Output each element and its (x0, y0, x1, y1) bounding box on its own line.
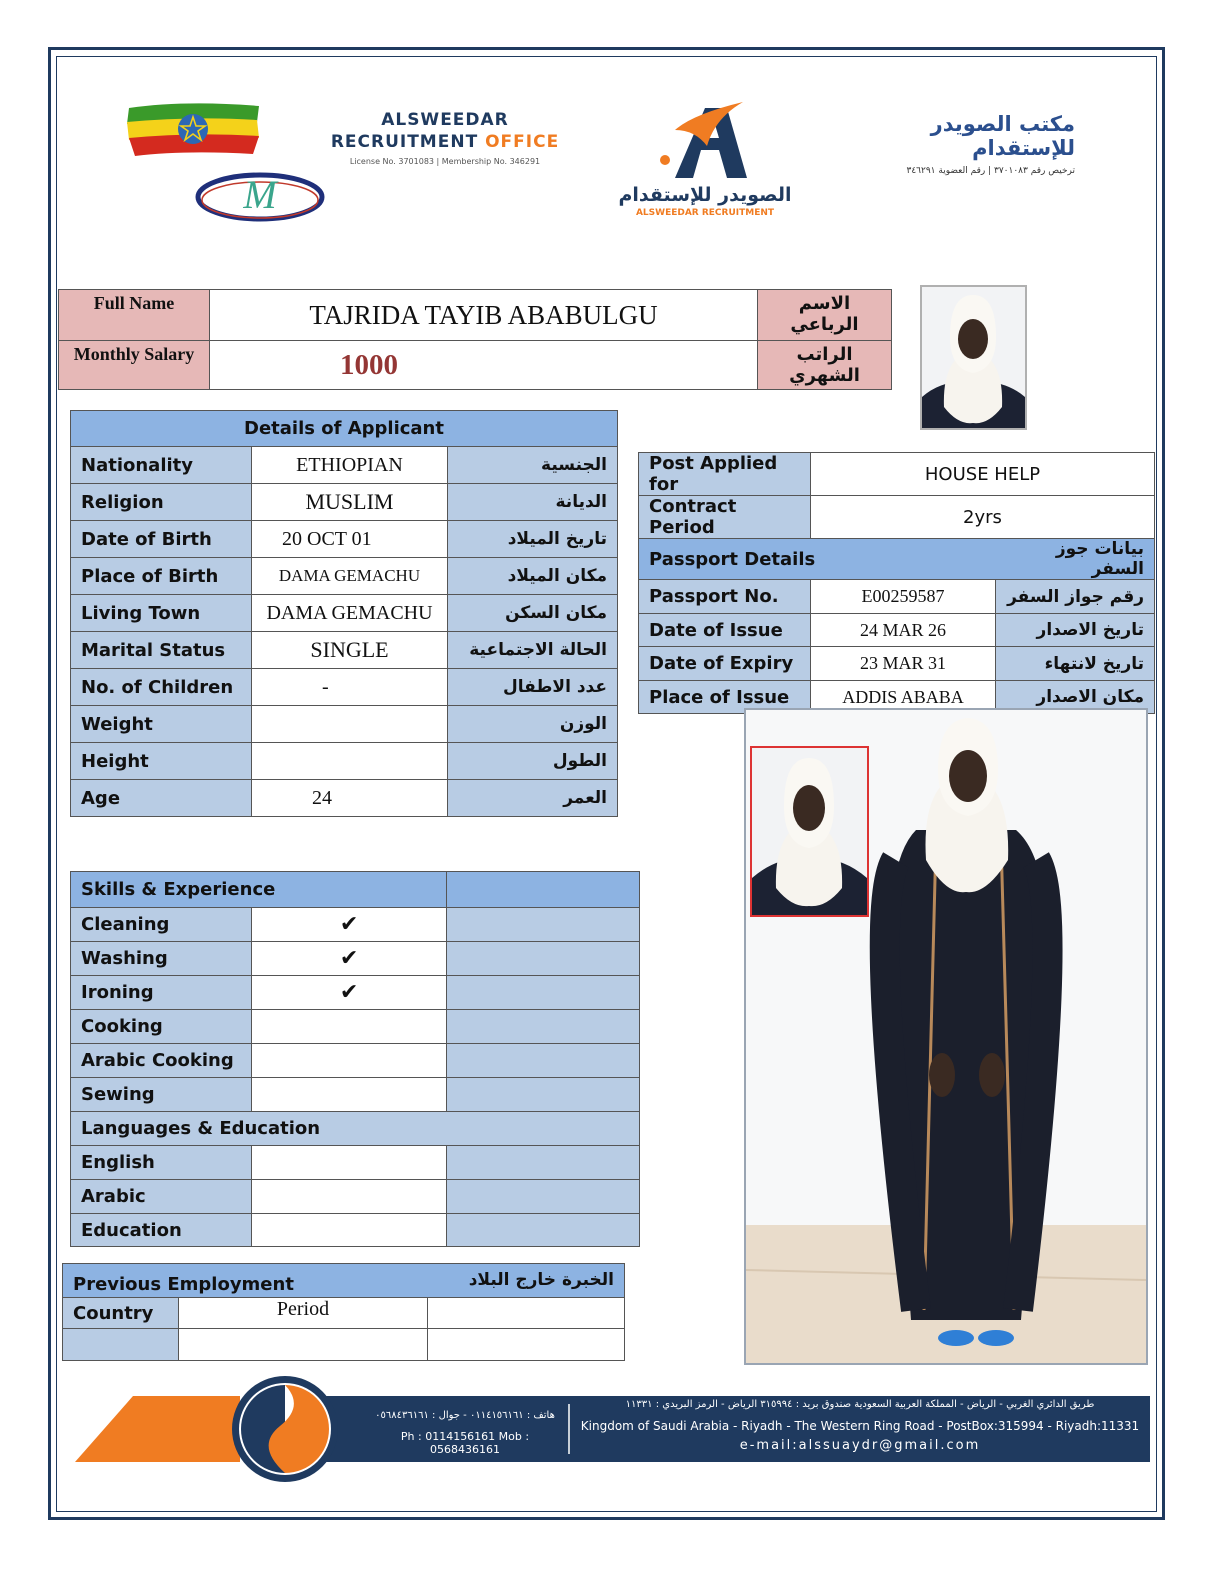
skill-label: Sewing (71, 1078, 252, 1112)
language-value (251, 1214, 447, 1247)
post-label: Post Applied for (639, 453, 811, 496)
language-extra (447, 1214, 640, 1247)
office-membership: Membership No. 346291 (441, 157, 541, 166)
alsweedar-a-logo (615, 100, 795, 220)
full-name-label: Full Name (59, 290, 210, 341)
office-license: License No. 3701083 (349, 157, 434, 166)
name-salary-table (58, 289, 892, 390)
employment-title-arabic: الخبرة خارج البلاد (428, 1264, 625, 1298)
m-logo (195, 170, 325, 224)
monthly-salary-arabic: الراتب الشهري (758, 341, 892, 390)
details-label: Nationality (71, 447, 252, 484)
office-name-office: OFFICE (485, 132, 560, 152)
skill-label: Arabic Cooking (71, 1044, 252, 1078)
details-value: 20 OCT 01 (252, 521, 448, 558)
office-name-line2 (330, 132, 560, 152)
details-arabic: الحالة الاجتماعية (448, 632, 618, 669)
brand-english: ALSWEEDAR RECRUITMENT (635, 208, 775, 218)
skill-check (251, 1010, 447, 1044)
passport-row (639, 647, 1155, 681)
language-label: Arabic (71, 1180, 252, 1214)
details-arabic: الوزن (448, 706, 618, 743)
details-label: No. of Children (71, 669, 252, 706)
passport-value: 23 MAR 31 (811, 647, 996, 681)
contract-value: 2yrs (811, 496, 1155, 539)
details-value (252, 743, 448, 780)
language-value (251, 1146, 447, 1180)
footer-address-arabic: طريق الدائري الغربي - الرياض - المملكة العربية السعودية صندوق بريد : ٣١٥٩٩٤ الرياض - الرمز البريدي : ١١٣٣١ (625, 1399, 1095, 1410)
skills-title: Skills & Experience (71, 872, 447, 908)
details-value: 24 (252, 780, 448, 817)
language-row (71, 1214, 640, 1247)
details-value (252, 706, 448, 743)
passport-value: ADDIS ABABA (811, 681, 996, 714)
passport-value: 24 MAR 26 (811, 614, 996, 647)
details-label: Date of Birth (71, 521, 252, 558)
details-row (71, 669, 618, 706)
details-row (71, 595, 618, 632)
employment-country-cell (63, 1329, 179, 1361)
post-passport-table (638, 452, 1155, 714)
skill-extra (447, 942, 640, 976)
employment-extra (428, 1298, 625, 1329)
employment-period-cell (179, 1329, 428, 1361)
passport-label: Passport No. (639, 580, 811, 614)
full-name-value: TAJRIDA TAYIB ABABULGU (210, 290, 758, 341)
skill-check (251, 1044, 447, 1078)
skill-row (71, 1044, 640, 1078)
details-title: Details of Applicant (71, 411, 618, 447)
details-arabic: مكان السكن (448, 595, 618, 632)
passport-label: Place of Issue (639, 681, 811, 714)
skill-extra (447, 976, 640, 1010)
details-label: Place of Birth (71, 558, 252, 595)
details-row (71, 558, 618, 595)
employment-table (62, 1263, 625, 1361)
details-value: DAMA GEMACHU (252, 595, 448, 632)
skill-extra (447, 1044, 640, 1078)
passport-label: Date of Issue (639, 614, 811, 647)
passport-row (639, 614, 1155, 647)
details-row (71, 706, 618, 743)
details-arabic: الديانة (448, 484, 618, 521)
details-arabic: مكان الميلاد (448, 558, 618, 595)
employment-extra-cell (428, 1329, 625, 1361)
language-row (71, 1146, 640, 1180)
employment-row (63, 1329, 625, 1361)
skill-label: Ironing (71, 976, 252, 1010)
footer-email[interactable]: e-mail:alssuaydr@gmail.com (739, 1438, 981, 1453)
languages-title: Languages & Education (71, 1112, 640, 1146)
employment-title: Previous Employment (63, 1264, 428, 1298)
passport-label: Date of Expiry (639, 647, 811, 681)
office-license-line: License No. 3701083 | Membership No. 346291 (349, 157, 541, 166)
passport-value: E00259587 (811, 580, 996, 614)
passport-arabic: تاريخ لانتهاء (996, 647, 1155, 681)
footer-band (75, 1376, 1150, 1482)
skill-check: ✔ (251, 976, 447, 1010)
details-row (71, 521, 618, 558)
skill-row (71, 908, 640, 942)
details-row (71, 484, 618, 521)
skill-extra (447, 908, 640, 942)
footer-address-english: Kingdom of Saudi Arabia - Riyadh - The Western Ring Road - PostBox:315994 - Riyadh:11331 (580, 1419, 1140, 1433)
office-arabic-license: ترخيص رقم ٣٧٠١٠٨٣ | رقم العضوية ٣٤٦٢٩١ (906, 166, 1075, 176)
details-label: Religion (71, 484, 252, 521)
skill-row (71, 976, 640, 1010)
footer-phone-english: Ph : 0114156161 Mob : 0568436161 (400, 1430, 530, 1456)
details-value: - (252, 669, 448, 706)
skills-title-blank (447, 872, 640, 908)
inset-portrait-figure (752, 748, 867, 915)
details-value: MUSLIM (252, 484, 448, 521)
skill-extra (447, 1078, 640, 1112)
details-row (71, 780, 618, 817)
full-body-photo (744, 708, 1148, 1365)
passport-arabic: رقم جواز السفر (996, 580, 1155, 614)
skill-check: ✔ (251, 942, 447, 976)
details-arabic: العمر (448, 780, 618, 817)
details-label: Height (71, 743, 252, 780)
office-name-line1: ALSWEEDAR (381, 110, 509, 130)
details-value: ETHIOPIAN (252, 447, 448, 484)
language-extra (447, 1180, 640, 1214)
skills-table (70, 871, 640, 1247)
details-row (71, 743, 618, 780)
details-label: Marital Status (71, 632, 252, 669)
passport-title: Passport Details (639, 539, 996, 580)
details-row (71, 632, 618, 669)
details-arabic: الطول (448, 743, 618, 780)
office-arabic-heading (825, 112, 1075, 176)
details-label: Living Town (71, 595, 252, 632)
monthly-salary-label: Monthly Salary (59, 341, 210, 390)
portrait-photo (920, 285, 1027, 430)
details-label: Weight (71, 706, 252, 743)
footer-phone-arabic: هاتف : ٠١١٤١٥٦١٦١ - جوال : ٠٥٦٨٤٣٦١٦١ (375, 1410, 555, 1421)
ethiopian-flag-logo (125, 100, 263, 158)
skill-check: ✔ (251, 908, 447, 942)
office-arabic-name: مكتب الصويدر للإستقدام (930, 112, 1075, 160)
language-label: Education (71, 1214, 252, 1247)
country-label: Country (63, 1298, 179, 1329)
language-extra (447, 1146, 640, 1180)
full-name-arabic: الاسم الرباعي (758, 290, 892, 341)
skill-label: Cleaning (71, 908, 252, 942)
details-arabic: الجنسية (448, 447, 618, 484)
skill-check (251, 1078, 447, 1112)
skill-row (71, 1010, 640, 1044)
details-arabic: تاريخ الميلاد (448, 521, 618, 558)
details-arabic: عدد الاطفال (448, 669, 618, 706)
skill-extra (447, 1010, 640, 1044)
details-row (71, 447, 618, 484)
language-value (251, 1180, 447, 1214)
post-value: HOUSE HELP (811, 453, 1155, 496)
skill-row (71, 942, 640, 976)
brand-arabic: الصويدر للإستقدام (618, 184, 792, 206)
skill-label: Washing (71, 942, 252, 976)
office-wordmark (330, 110, 560, 166)
m-logo-letter: M (243, 172, 277, 217)
details-value: SINGLE (252, 632, 448, 669)
language-row (71, 1180, 640, 1214)
details-value: DAMA GEMACHU (252, 558, 448, 595)
passport-arabic: مكان الاصدار (996, 681, 1155, 714)
inset-portrait-photo (750, 746, 869, 917)
monthly-salary-value: 1000 (210, 341, 758, 390)
skill-row (71, 1078, 640, 1112)
skill-label: Cooking (71, 1010, 252, 1044)
office-name-recruitment: RECRUITMENT (330, 132, 486, 152)
contract-label: Contract Period (639, 496, 811, 539)
details-label: Age (71, 780, 252, 817)
language-label: English (71, 1146, 252, 1180)
passport-arabic: تاريخ الاصدار (996, 614, 1155, 647)
passport-title-arabic: بيانات جوز السفر (996, 539, 1155, 580)
a-logo-icon (615, 100, 795, 180)
details-table (70, 410, 618, 817)
portrait-figure (922, 287, 1025, 428)
period-label: Period (179, 1298, 428, 1329)
passport-row (639, 580, 1155, 614)
